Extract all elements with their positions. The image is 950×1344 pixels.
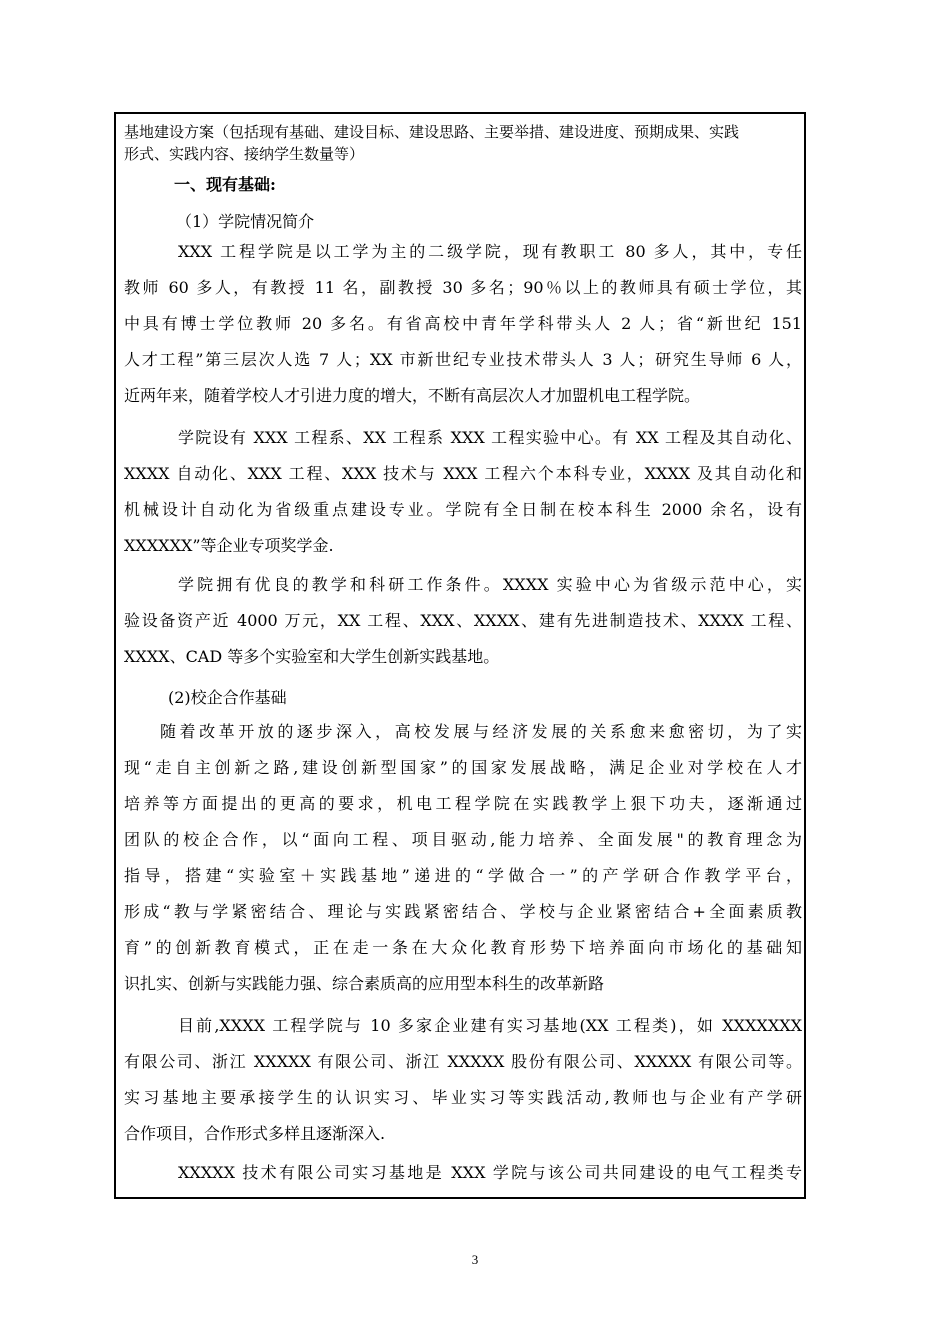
subsection-heading-2: (2)校企合作基础 <box>168 688 287 707</box>
content-frame <box>114 112 806 1199</box>
paragraph-line: 团队的校企合作，以“面向工程、项目驱动,能力培养、全面发展"的教育理念为 <box>124 830 802 849</box>
paragraph-line: 教师 60 多人，有教授 11 名，副教授 30 多名；90％以上的教师具有硕士学位，其 <box>124 278 802 297</box>
paragraph-line: 现“走自主创新之路,建设创新型国家”的国家发展战略，满足企业对学校在人才 <box>124 758 802 777</box>
paragraph-line: XXXXXX”等企业专项奖学金. <box>124 536 334 555</box>
paragraph-line: XXXX、CAD 等多个实验室和大学生创新实践基地。 <box>124 647 500 666</box>
paragraph-line: 实习基地主要承接学生的认识实习、毕业实习等实践活动,教师也与企业有产学研 <box>124 1088 802 1107</box>
paragraph-line: 培养等方面提出的更高的要求，机电工程学院在实践教学上狠下功夫，逐渐通过 <box>124 794 802 813</box>
paragraph-line: 近两年来，随着学校人才引进力度的增大，不断有高层次人才加盟机电工程学院。 <box>124 386 701 405</box>
paragraph-line: 验设备资产近 4000 万元，XX 工程、XXX、XXXX、建有先进制造技术、XXXX 工程、 <box>124 611 802 630</box>
form-header-line-1: 基地建设方案（包括现有基础、建设目标、建设思路、主要举措、建设进度、预期成果、实践 <box>124 123 740 141</box>
paragraph-line: 随着改革开放的逐步深入，高校发展与经济发展的关系愈来愈密切，为了实 <box>160 722 802 741</box>
subsection-heading-1: （1）学院情况简介 <box>176 212 315 231</box>
paragraph-line: 育”的创新教育模式，正在走一条在大众化教育形势下培养面向市场化的基础知 <box>124 938 802 957</box>
paragraph-line: XXXXX 技术有限公司实习基地是 XXX 学院与该公司共同建设的电气工程类专 <box>178 1163 802 1182</box>
paragraph-line: 形成“教与学紧密结合、理论与实践紧密结合、学校与企业紧密结合+全面素质教 <box>124 902 802 921</box>
paragraph-line: 中具有博士学位教师 20 多名。有省高校中青年学科带头人 2 人；省“新世纪 151 <box>124 314 802 333</box>
paragraph-line: 识扎实、创新与实践能力强、综合素质高的应用型本科生的改革新路 <box>124 974 605 993</box>
paragraph-line: XXXX 自动化、XXX 工程、XXX 技术与 XXX 工程六个本科专业，XXXX 及其自动化和 <box>124 464 802 483</box>
paragraph-line: 有限公司、浙江 XXXXX 有限公司、浙江 XXXXX 股份有限公司、XXXXX 有限公司等。 <box>124 1052 802 1071</box>
paragraph-line: 人才工程”第三层次人选 7 人；XX 市新世纪专业技术带头人 3 人；研究生导师 6 人， <box>124 350 802 369</box>
paragraph-line: 学院拥有优良的教学和科研工作条件。XXXX 实验中心为省级示范中心，实 <box>178 575 802 594</box>
paragraph-line: 合作项目，合作形式多样且逐渐深入. <box>124 1124 386 1143</box>
paragraph-line: 目前,XXXX 工程学院与 10 多家企业建有实习基地(XX 工程类)，如 XXXXXXX <box>178 1016 802 1035</box>
section-heading: 一、现有基础: <box>174 175 276 194</box>
form-header-line-2: 形式、实践内容、接纳学生数量等） <box>124 145 365 163</box>
paragraph-line: 学院设有 XXX 工程系、XX 工程系 XXX 工程实验中心。有 XX 工程及其自动化、 <box>178 428 802 447</box>
paragraph-line: 指导，搭建“实验室＋实践基地”递进的“学做合一”的产学研合作教学平台， <box>124 866 802 885</box>
page-number: 3 <box>471 1252 479 1267</box>
paragraph-line: 机械设计自动化为省级重点建设专业。学院有全日制在校本科生 2000 余名，设有 <box>124 500 802 519</box>
paragraph-line: XXX 工程学院是以工学为主的二级学院，现有教职工 80 多人，其中，专任 <box>178 242 802 261</box>
